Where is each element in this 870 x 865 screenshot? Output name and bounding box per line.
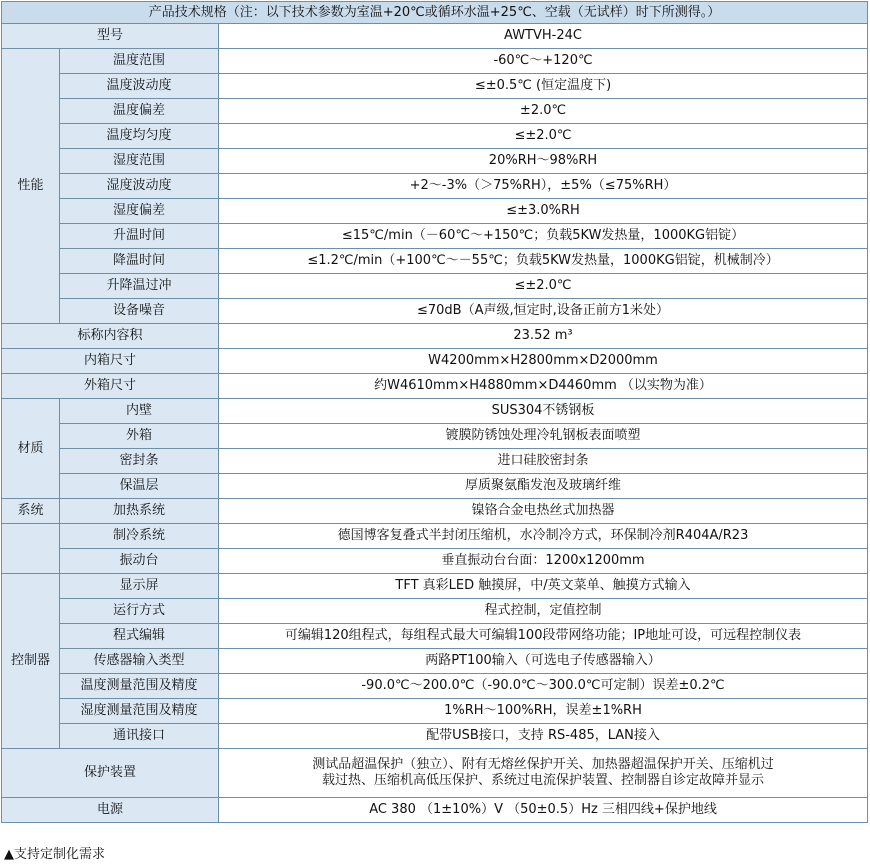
table-row: [2, 574, 868, 599]
row-label: 湿度范围: [60, 149, 219, 174]
row-label: 程式编辑: [60, 624, 219, 649]
table-row: [2, 149, 868, 174]
row-value: ≤1.2℃/min（+100℃～－55℃；负载5KW发热量，1000KG铝锭，机械制冷）: [219, 249, 868, 274]
table-row: [2, 699, 868, 724]
table-row: [2, 474, 868, 499]
row-value: 德国博客复叠式半封闭压缩机，水冷制冷方式，环保制冷剂R404A/R23: [219, 524, 868, 549]
table-row: [2, 124, 868, 149]
row-value: 两路PT100输入（可选电子传感器输入）: [219, 649, 868, 674]
row-value: 镍铬合金电热丝式加热器: [219, 499, 868, 524]
model-label: 型号: [2, 24, 219, 49]
row-label: 温度范围: [60, 49, 219, 74]
protection-line-2: 载过热、压缩机高低压保护、系统过电流保护装置、控制器自诊定故障并显示: [322, 773, 765, 788]
row-value: 可编辑120组程式，每组程式最大可编辑100段带网络功能；IP地址可设，可远程控制仪表: [219, 624, 868, 649]
row-label: 保温层: [60, 474, 219, 499]
table-row: [2, 549, 868, 574]
row-label: 密封条: [60, 449, 219, 474]
row-value: 镀膜防锈蚀处理冷轧钢板表面喷塑: [219, 424, 868, 449]
row-label: 内壁: [60, 399, 219, 424]
row-value: ≤±3.0%RH: [219, 199, 868, 224]
table-row: [2, 499, 868, 524]
row-value: 23.52 m³: [219, 324, 868, 349]
row-label: 温度测量范围及精度: [60, 674, 219, 699]
table-title: 产品技术规格（注：以下技术参数为室温+20℃或循环水温+25℃、空载（无试样）时下所测得。）: [2, 2, 868, 24]
row-value: ≤15℃/min（－60℃～+150℃；负载5KW发热量，1000KG铝锭）: [219, 224, 868, 249]
protection-line-1: 测试品超温保护（独立）、附有无熔丝保护开关、加热器超温保护开关、压缩机过: [312, 757, 774, 772]
row-label: 振动台: [60, 549, 219, 574]
category-controller: 控制器: [2, 574, 60, 749]
row-value: +2～-3%（＞75%RH），±5%（≤75%RH）: [219, 174, 868, 199]
category-performance: 性能: [2, 49, 60, 324]
row-label: 制冷系统: [60, 524, 219, 549]
row-value: 垂直振动台台面：1200x1200mm: [219, 549, 868, 574]
row-value: W4200mm×H2800mm×D2000mm: [219, 349, 868, 374]
row-value: ≤±0.5℃ (恒定温度下): [219, 74, 868, 99]
category-system: 系统: [2, 499, 60, 524]
row-label: 运行方式: [60, 599, 219, 624]
spec-table: [1, 1, 868, 823]
table-header-row: [2, 2, 868, 24]
row-value: 1%RH～100%RH，误差±1%RH: [219, 699, 868, 724]
row-label: 湿度偏差: [60, 199, 219, 224]
row-label: 湿度波动度: [60, 174, 219, 199]
table-row: [2, 324, 868, 349]
row-value: [219, 749, 868, 798]
row-value: ≤±2.0℃: [219, 124, 868, 149]
table-row: [2, 599, 868, 624]
row-label: 电源: [2, 798, 219, 823]
row-label: 加热系统: [60, 499, 219, 524]
table-row: [2, 349, 868, 374]
row-label: 传感器输入类型: [60, 649, 219, 674]
row-label: 升降温过冲: [60, 274, 219, 299]
row-value: -90.0℃～200.0℃（-90.0℃～300.0℃可定制）误差±0.2℃: [219, 674, 868, 699]
category-material: 材质: [2, 399, 60, 499]
category-blank: [2, 524, 60, 574]
table-row: [2, 199, 868, 224]
table-row: [2, 249, 868, 274]
table-row: [2, 674, 868, 699]
table-row: [2, 424, 868, 449]
table-row: [2, 299, 868, 324]
row-value: 程式控制，定值控制: [219, 599, 868, 624]
row-value: 进口硅胶密封条: [219, 449, 868, 474]
row-value: ≤±2.0℃: [219, 274, 868, 299]
row-value: 配带USB接口，支持 RS-485，LAN接入: [219, 724, 868, 749]
row-value: ≤70dB（A声级,恒定时,设备正前方1米处）: [219, 299, 868, 324]
table-row: [2, 649, 868, 674]
row-label: 保护装置: [2, 749, 219, 798]
table-row: [2, 624, 868, 649]
row-label: 显示屏: [60, 574, 219, 599]
row-label: 湿度测量范围及精度: [60, 699, 219, 724]
row-label: 通讯接口: [60, 724, 219, 749]
table-row: [2, 74, 868, 99]
table-row: [2, 49, 868, 74]
table-row: [2, 724, 868, 749]
table-row: [2, 449, 868, 474]
table-row: [2, 798, 868, 823]
row-value: 约W4610mm×H4880mm×D4460mm （以实物为准）: [219, 374, 868, 399]
row-label: 温度均匀度: [60, 124, 219, 149]
row-value: -60℃～+120℃: [219, 49, 868, 74]
row-label: 温度波动度: [60, 74, 219, 99]
row-value: 20%RH～98%RH: [219, 149, 868, 174]
row-label: 温度偏差: [60, 99, 219, 124]
row-label: 外箱尺寸: [2, 374, 219, 399]
row-label: 外箱: [60, 424, 219, 449]
table-row: [2, 174, 868, 199]
table-row: [2, 24, 868, 49]
row-label: 内箱尺寸: [2, 349, 219, 374]
row-value: ±2.0℃: [219, 99, 868, 124]
table-row: [2, 749, 868, 798]
table-row: [2, 399, 868, 424]
row-value: AC 380 （1±10%）V （50±0.5）Hz 三相四线+保护地线: [219, 798, 868, 823]
footnote: ▲支持定制化需求: [4, 847, 105, 862]
table-row: [2, 99, 868, 124]
model-value: AWTVH-24C: [219, 24, 868, 49]
table-row: [2, 524, 868, 549]
row-label: 降温时间: [60, 249, 219, 274]
row-label: 标称内容积: [2, 324, 219, 349]
row-label: 设备噪音: [60, 299, 219, 324]
table-row: [2, 274, 868, 299]
table-row: [2, 224, 868, 249]
row-value: 厚质聚氨酯发泡及玻璃纤维: [219, 474, 868, 499]
row-value: SUS304不锈钢板: [219, 399, 868, 424]
row-label: 升温时间: [60, 224, 219, 249]
table-row: [2, 374, 868, 399]
row-value: TFT 真彩LED 触摸屏，中/英文菜单、触摸方式输入: [219, 574, 868, 599]
